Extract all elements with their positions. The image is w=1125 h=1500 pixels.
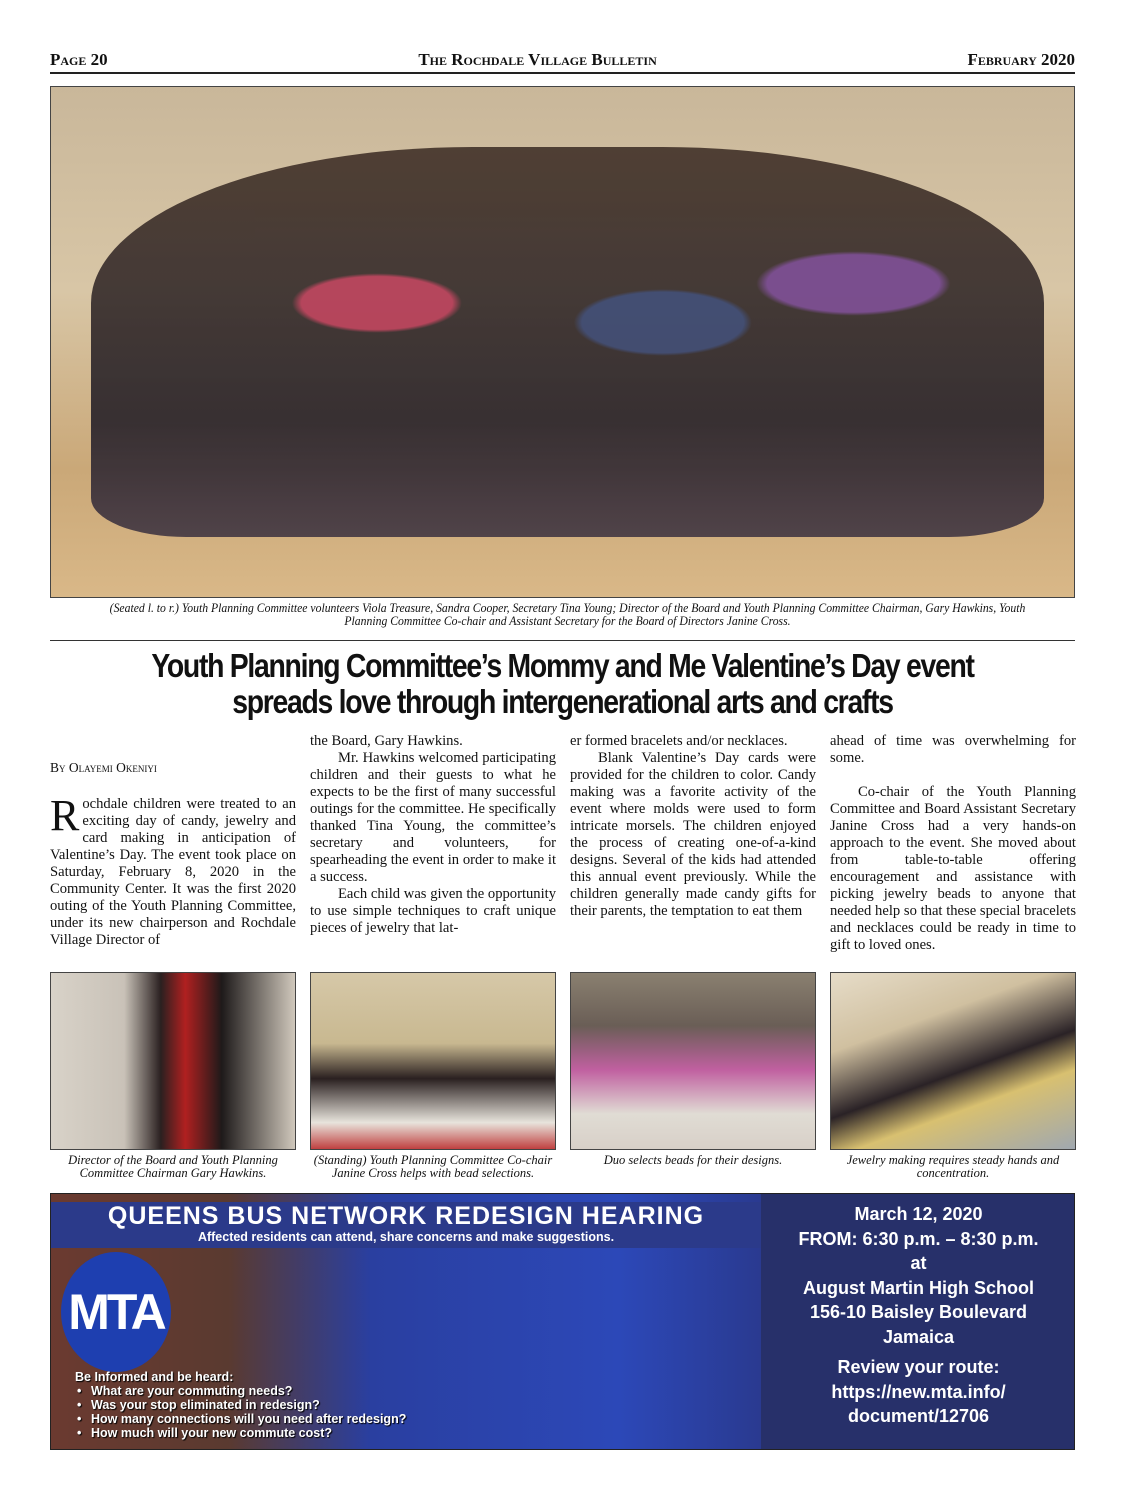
article-column-4	[830, 733, 1076, 954]
ad-subtitle: Affected residents can attend, share concerns and make suggestions.	[197, 1230, 615, 1244]
mta-advertisement	[50, 1193, 1075, 1450]
paragraph: ahead of time was overwhelming for some.	[830, 733, 1076, 766]
mta-logo: MTA	[61, 1252, 171, 1372]
paragraph: the Board, Gary Hawkins.	[310, 733, 463, 749]
paragraph: Each child was given the opportunity to use simple techniques to craft unique pieces of jewelry that lat-	[310, 886, 556, 936]
divider	[50, 640, 1075, 641]
question-item: • Was your stop eliminated in redesign?	[75, 1398, 406, 1412]
event-address: 156-10 Baisley Boulevard	[809, 1302, 1028, 1322]
paragraph: Mr. Hawkins welcomed participating children and their guests to what he expects to be the first of many successful outings for the committee. He specifically thanked Tina Young, the committee’s secretary and volunteers, for spearheading the event in order to make it a success.	[310, 750, 556, 885]
ad-banner	[51, 1202, 761, 1248]
ad-questions	[75, 1370, 406, 1440]
review-url[interactable]: https://new.mta.info/	[831, 1381, 1006, 1402]
ad-intro: Be Informed and be heard:	[75, 1370, 234, 1384]
paragraph: er formed bracelets and/or necklaces.	[570, 733, 788, 749]
ad-event-details	[763, 1194, 1074, 1449]
paragraph: Co-chair of the Youth Planning Committee and Board Assistant Secretary Janine Cross had a very hands-on approach to the event. She moved about from table-to-table offering encouragement and assistance with picking jewelry beads to anyone that needed help so that these special bracelets and necklaces could be ready in time to gift to loved ones.	[830, 784, 1076, 953]
ad-title: QUEENS BUS NETWORK REDESIGN HEARING	[107, 1202, 705, 1230]
bus-image	[51, 1194, 761, 1449]
drop-cap: R	[50, 791, 80, 840]
review-label: Review your route:	[837, 1357, 1000, 1377]
article-column-2	[310, 733, 556, 937]
photo-caption: (Standing) Youth Planning Committee Co-chair Janine Cross helps with bead selections.	[313, 1153, 553, 1180]
photo-caption: Director of the Board and Youth Planning Committee Chairman Gary Hawkins.	[68, 1153, 278, 1180]
question-item: • How much will your new commute cost?	[75, 1426, 406, 1440]
article-column-3	[570, 733, 816, 920]
article-column-1	[50, 733, 296, 949]
event-time: FROM: 6:30 p.m. – 8:30 p.m.	[798, 1228, 1039, 1249]
publication-title: The Rochdale Village Bulletin	[418, 50, 657, 69]
question-item: • How many connections will you need after redesign?	[75, 1412, 406, 1426]
group-figures	[91, 147, 1044, 537]
photo-jewelry-making	[830, 972, 1076, 1150]
article-headline: Youth Planning Committee’s Mommy and Me Valentine’s Day event spreads love through intergenerational arts and crafts	[151, 647, 974, 720]
group-photo	[50, 86, 1075, 598]
group-photo-caption: (Seated l. to r.) Youth Planning Committee volunteers Viola Treasure, Sandra Cooper, Secretary Tina Young; Director of the Board and Youth Planning Committee Chairman, Gary Hawkins, Youth Planning Committee Co-chair and Assistant Secretary for the Board of Directors Janine Cross.	[109, 600, 1026, 628]
photo-caption: Jewelry making requires steady hands and concentration.	[846, 1153, 1060, 1180]
photo-duo-beads	[570, 972, 816, 1150]
photo-gary-hawkins	[50, 972, 296, 1150]
paragraph: ochdale children were treated to an exciting day of candy, jewelry and card making in anticipation of Valentine’s Day. The event took place on Saturday, February 8, 2020 in the Community Center. It was the first 2020 outing of the Youth Planning Committee, under its new chairperson and Rochdale Village Director of	[50, 796, 296, 948]
event-at: at	[910, 1253, 927, 1273]
photo-caption: Duo selects beads for their designs.	[603, 1153, 783, 1167]
page-number: Page 20	[50, 50, 108, 69]
event-date: March 12, 2020	[854, 1204, 983, 1224]
event-venue: August Martin High School	[803, 1277, 1034, 1298]
photo-bead-selection	[310, 972, 556, 1150]
event-city: Jamaica	[882, 1326, 955, 1347]
issue-date: February 2020	[967, 50, 1075, 69]
paragraph: Blank Valentine’s Day cards were provided for the children to color. Candy making was a favorite activity of the event where molds were used to form intricate morsels. The children enjoyed the process of creating one-of-a-kind designs. Several of the kids had attended this annual event previously. While the children generally made candy gifts for their parents, the temptation to eat them	[570, 750, 816, 919]
question-item: • What are your commuting needs?	[75, 1384, 406, 1398]
review-url-path[interactable]: document/12706	[847, 1406, 990, 1426]
byline: By Olayemi Okeniyi	[50, 760, 157, 775]
page-header	[50, 50, 1075, 74]
